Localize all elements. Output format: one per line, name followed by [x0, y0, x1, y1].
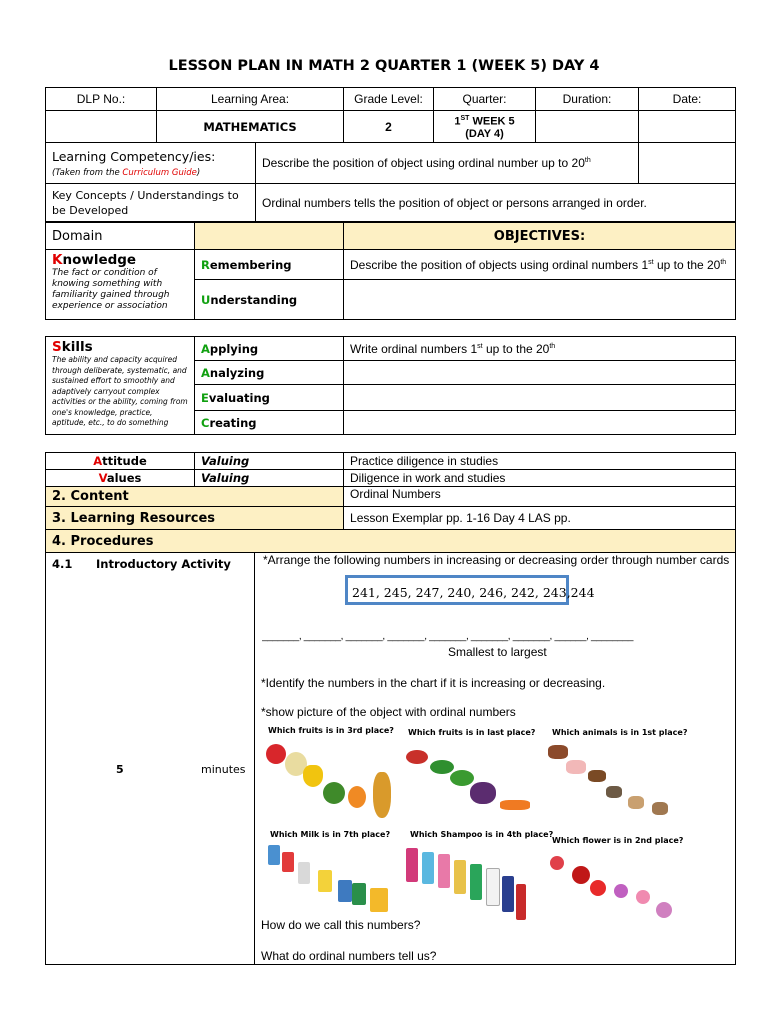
quarter-week: WEEK 5	[469, 115, 515, 128]
knowledge-desc: The fact or condition of knowing something with familiarity gained through experience or association	[52, 268, 170, 311]
skills-desc: The ability and capacity acquired through deliberate, systematic, and sustained effort to smoothly and adaptively carryout complex activities or the ability, coming from one's knowledge, practice, aptitude, etc., to do something	[52, 355, 188, 427]
melon-icon	[323, 782, 345, 804]
milk-can-icon	[268, 845, 280, 865]
creating-initial: C	[201, 415, 210, 430]
eggplant-icon	[470, 782, 496, 804]
applying-initial: A	[201, 341, 210, 356]
applying-rest: pplying	[209, 341, 259, 356]
dlp-label: DLP No.:	[46, 88, 157, 111]
question-ordinal-tell: What do ordinal numbers tell us?	[261, 949, 437, 963]
dog-icon	[606, 786, 622, 798]
shampoo-bottle-icon	[406, 848, 418, 882]
remembering-label	[195, 250, 344, 280]
key-concepts-text: Ordinal numbers tells the position of object or persons arranged in order.	[256, 184, 736, 222]
pic-caption-fruits-last: Which fruits is in last place?	[408, 728, 536, 737]
learning-area-label: Learning Area:	[157, 88, 344, 111]
applying-obj-b: up to the 20	[482, 341, 550, 356]
flower-icon	[656, 902, 672, 918]
beans-icon	[430, 760, 454, 774]
values-objective: Diligence in work and studies	[344, 470, 736, 487]
pic-caption-shampoo-4th: Which Shampoo is in 4th place?	[410, 830, 554, 839]
applying-sup1: st	[477, 342, 483, 350]
competency-text	[256, 143, 639, 184]
pineapple-icon	[373, 772, 391, 818]
evaluating-objective	[344, 385, 736, 411]
grade-level-label: Grade Level:	[344, 88, 434, 111]
grade-level-value: 2	[344, 111, 434, 143]
pig-icon	[566, 760, 586, 774]
quarter-sup: ST	[460, 114, 470, 122]
knowledge-initial: K	[52, 252, 63, 268]
attitude-label	[46, 453, 195, 470]
procedures-label: 4. Procedures	[46, 530, 736, 553]
quarter-day: (DAY 4)	[465, 128, 504, 141]
remembering-rest: emembering	[209, 257, 292, 272]
shampoo-bottle-icon	[422, 852, 434, 884]
remembering-sup1: st	[648, 258, 654, 266]
evaluating-initial: E	[201, 390, 209, 405]
duration-label: Duration:	[536, 88, 639, 111]
objectives-label: OBJECTIVES:	[344, 223, 736, 250]
analyzing-objective	[344, 361, 736, 385]
skills-initial: S	[52, 339, 62, 355]
milk-can-icon	[298, 862, 310, 884]
skills-cell	[46, 337, 195, 435]
date-value	[639, 111, 736, 143]
dlp-value	[46, 111, 157, 143]
question-call-numbers: How do we call this numbers?	[261, 918, 421, 932]
resources-text: Lesson Exemplar pp. 1-16 Day 4 LAS pp.	[344, 507, 736, 530]
instruction-identify: *Identify the numbers in the chart if it is increasing or decreasing.	[261, 676, 606, 690]
activity-label: Introductory Activity	[96, 557, 231, 571]
activity-num: 4.1	[52, 557, 73, 571]
competency-extra	[639, 143, 736, 184]
values-rest: alues	[106, 471, 142, 485]
competency-note	[52, 168, 249, 178]
shampoo-bottle-icon	[454, 860, 466, 894]
banana-icon	[303, 765, 323, 787]
pic-caption-fruits-3rd: Which fruits is in 3rd place?	[268, 726, 394, 735]
competency-label-cell	[46, 143, 256, 184]
applying-sup2: th	[549, 342, 556, 350]
knowledge-cell	[46, 250, 195, 320]
page-title: LESSON PLAN IN MATH 2 QUARTER 1 (WEEK 5) DAY 4	[168, 58, 600, 74]
understanding-objective	[344, 280, 736, 320]
skills-table	[45, 336, 736, 435]
domain-table	[45, 222, 736, 320]
carrot-icon	[500, 800, 530, 810]
learning-area-value: MATHEMATICS	[157, 111, 344, 143]
content-label: 2. Content	[46, 487, 344, 507]
flower-icon	[590, 880, 606, 896]
domain-blank	[195, 223, 344, 250]
creating-objective	[344, 411, 736, 435]
understanding-rest: nderstanding	[210, 292, 298, 307]
content-text: Ordinal Numbers	[344, 487, 736, 507]
berries-icon	[406, 750, 428, 764]
knowledge-rest: nowledge	[62, 252, 137, 268]
cow-icon	[548, 745, 568, 759]
applying-obj-a: Write ordinal numbers 1	[350, 341, 478, 356]
date-label: Date:	[639, 88, 736, 111]
domain-label: Domain	[46, 223, 195, 250]
instruction-show: *show picture of the object with ordinal numbers	[261, 705, 516, 719]
remembering-obj-b: up to the 20	[653, 257, 721, 272]
competency-sup: th	[584, 157, 591, 164]
header-table	[45, 87, 736, 222]
shampoo-bottle-icon	[438, 854, 450, 888]
apple-icon	[266, 744, 286, 764]
remembering-initial: R	[201, 257, 210, 272]
goat-icon	[628, 796, 644, 809]
pic-caption-animals-1st: Which animals is in 1st place?	[552, 728, 688, 737]
competency-note-suffix: )	[196, 167, 201, 178]
pepper-icon	[450, 770, 474, 786]
answer-blanks: _______, _______, _______, _______, _______, _______, _______, ______, ________	[262, 631, 634, 642]
resources-label: 3. Learning Resources	[46, 507, 344, 530]
rose-icon	[572, 866, 590, 884]
milk-can-icon	[352, 883, 366, 905]
milk-can-icon	[338, 880, 352, 902]
cat-icon	[652, 802, 668, 815]
skills-heading	[52, 339, 188, 355]
attitude-rest: ttitude	[102, 454, 147, 468]
competency-label: Learning Competency/ies:	[52, 148, 216, 164]
minutes-label: minutes	[201, 763, 246, 776]
knowledge-heading	[52, 252, 188, 268]
milk-can-icon	[318, 870, 332, 892]
quarter-value	[434, 111, 536, 143]
milk-can-icon	[370, 888, 388, 912]
applying-objective	[344, 337, 736, 361]
pic-caption-flower-2nd: Which flower is in 2nd place?	[552, 836, 684, 845]
shampoo-bottle-icon	[502, 876, 514, 912]
tulip-icon	[550, 856, 564, 870]
evaluating-label	[195, 385, 344, 411]
instruction-arrange: *Arrange the following numbers in increasing or decreasing order through number cards	[263, 553, 730, 567]
pic-caption-milk-7th: Which Milk is in 7th place?	[270, 830, 391, 839]
duration-value	[536, 111, 639, 143]
attitude-objective: Practice diligence in studies	[344, 453, 736, 470]
applying-label	[195, 337, 344, 361]
remembering-sup2: th	[720, 258, 727, 266]
shampoo-bottle-icon	[516, 884, 526, 920]
evaluating-rest: valuating	[208, 390, 270, 405]
analyzing-rest: nalyzing	[209, 365, 265, 380]
numbers-box: 241, 245, 247, 240, 246, 242, 243,244	[345, 575, 569, 605]
values-label	[46, 470, 195, 487]
minutes-value: 5	[116, 763, 124, 776]
procedures-left-cell	[46, 553, 255, 965]
shampoo-bottle-icon	[486, 868, 500, 906]
attitude-level: Valuing	[195, 453, 344, 470]
papaya-icon	[348, 786, 366, 808]
smallest-to-largest: Smallest to largest	[448, 645, 547, 659]
creating-rest: reating	[209, 415, 257, 430]
skills-rest: kills	[61, 339, 93, 355]
horse-icon	[588, 770, 606, 782]
values-initial: V	[98, 471, 107, 485]
key-concepts-label: Key Concepts / Understandings to be Developed	[46, 184, 256, 222]
quarter-num: 1	[454, 115, 461, 128]
competency-note-prefix: (Taken from the	[52, 167, 123, 178]
quarter-label: Quarter:	[434, 88, 536, 111]
values-level: Valuing	[195, 470, 344, 487]
creating-label	[195, 411, 344, 435]
orchid-icon	[614, 884, 628, 898]
shampoo-bottle-icon	[470, 864, 482, 900]
curriculum-guide-text: Curriculum Guide	[122, 167, 197, 178]
remembering-obj-a: Describe the position of objects using ordinal numbers 1	[350, 257, 649, 272]
analyzing-label	[195, 361, 344, 385]
understanding-initial: U	[201, 292, 211, 307]
remembering-objective	[344, 250, 736, 280]
competency-main: Describe the position of object using ordinal number up to 20	[262, 156, 585, 170]
understanding-label	[195, 280, 344, 320]
attitude-initial: A	[93, 454, 103, 468]
milk-can-icon	[282, 852, 294, 872]
flower-icon	[636, 890, 650, 904]
analyzing-initial: A	[201, 365, 210, 380]
